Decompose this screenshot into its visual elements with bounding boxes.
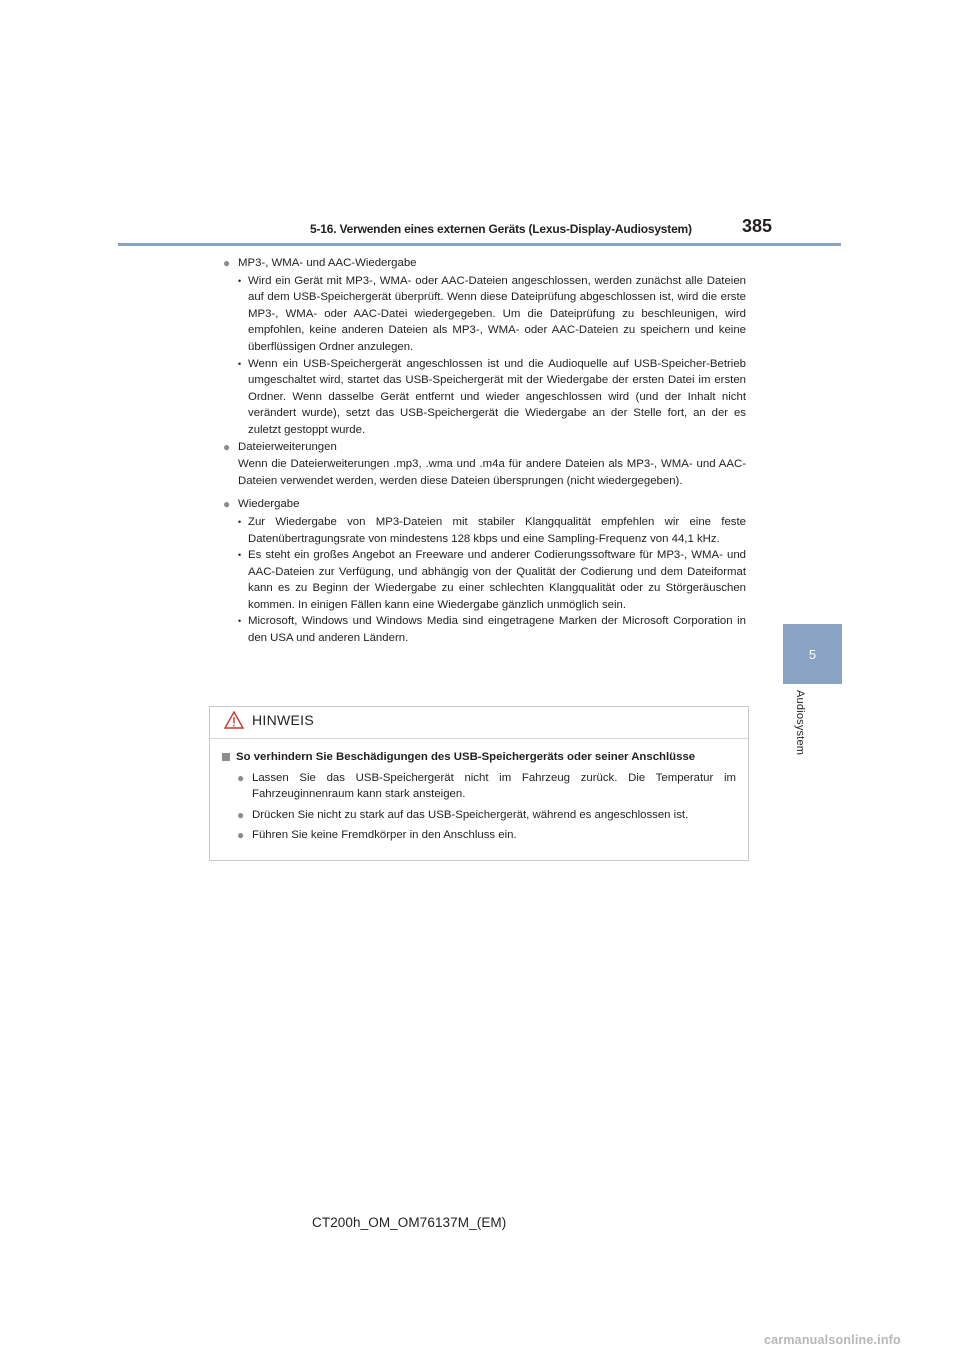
list-item: • Microsoft, Windows und Windows Media sind eingetragene Marken der Microsoft Corporation in den USA und anderen Ländern. (238, 613, 746, 646)
chapter-number: 5 (808, 646, 817, 662)
notice-subheading: So verhindern Sie Beschädigungen des USB-Speichergeräts oder seiner Anschlüsse (236, 751, 696, 763)
notice-item: Drücken Sie nicht zu stark auf das USB-Speichergerät, während es angeschlossen ist. (252, 808, 689, 821)
list-item: • Wird ein Gerät mit MP3-, WMA- oder AAC-Dateien angeschlossen, werden zunächst alle Dateien auf dem USB-Speichergerät überprüft. Wenn diese Dateiprüfung abgeschlossen ist, wird die erste MP3-, WMA- oder AAC-Datei wiedergegeben. Um die Dateiprüfung zu beschleunigen, wird empfohlen, keine anderen Dateien als MP3-, WMA- oder AAC-Dateien zu speichern und keine überflüssigen Ordner anzulegen. (238, 273, 746, 356)
bullet-square-icon (222, 753, 230, 761)
section-heading: Wiedergabe (238, 498, 300, 511)
bullet-list (238, 514, 746, 647)
bullet-circle-icon: ● (223, 256, 231, 270)
bullet-circle-icon: ● (237, 828, 245, 843)
section-playback (222, 496, 746, 646)
notice-item: Lassen Sie das USB-Speichergerät nicht im Fahrzeug zurück. Die Temperatur im Fahrzeuginnenraum kann stark ansteigen. (252, 771, 736, 801)
bullet-list (238, 273, 746, 439)
main-content (222, 255, 746, 647)
section-heading: Dateierweiterungen (238, 440, 337, 453)
notice-title: HINWEIS (252, 712, 314, 728)
paragraph: Wenn die Dateierweiterungen .mp3, .wma und .m4a für andere Dateien als MP3-, WMA- und AAC-Dateien verwendet werden, werden diese Dateien übersprungen (nicht wiedergegeben). (238, 458, 746, 487)
notice-divider (210, 738, 748, 739)
notice-item: Führen Sie keine Fremdkörper in den Anschluss ein. (252, 829, 517, 842)
section-mp3-playback (222, 255, 746, 439)
bullet-circle-icon: ● (223, 497, 231, 512)
chapter-tab (783, 624, 842, 684)
document-code: CT200h_OM_OM76137M_(EM) (312, 1215, 507, 1230)
bullet-circle-icon: ● (237, 807, 245, 822)
bullet-circle-icon: ● (237, 770, 245, 785)
header-divider (118, 243, 841, 246)
notice-box (209, 706, 749, 861)
section-title: 5-16. Verwenden eines externen Geräts (Lexus-Display-Audiosystem) (310, 222, 692, 236)
chapter-label: Audiosystem (794, 690, 806, 756)
list-item: • Wenn ein USB-Speichergerät angeschlossen ist und die Audioquelle auf USB-Speicher-Betrieb umgeschaltet wird, startet das USB-Speichergerät mit der Wiedergabe der ersten Datei im ersten Ordner. Wenn dasselbe Gerät entfernt und wieder angeschlossen wird (und der Inhalt nicht verändert wurde), setzt das USB-Speichergerät die Wiedergabe an der Stelle fort, an der es zuletzt gestoppt wurde. (238, 356, 746, 439)
page-number: 385 (742, 216, 773, 236)
watermark: carmanualsonline.info (764, 1333, 901, 1347)
list-item: • Es steht ein großes Angebot an Freeware und anderer Codierungssoftware für MP3-, WMA- und AAC-Dateien zur Verfügung, und abhängig von der Qualität der Codierung und dem Dateiformat kann es zu Beginn der Wiedergabe zu einer schlechten Klangqualität oder zu Störgeräuschen kommen. In einigen Fällen kann eine Wiedergabe gänzlich unmöglich sein. (238, 547, 746, 613)
section-heading: MP3-, WMA- und AAC-Wiedergabe (238, 257, 417, 269)
section-file-extensions (222, 439, 746, 490)
list-item: • Zur Wiedergabe von MP3-Dateien mit stabiler Klangqualität empfehlen wir eine feste Datenübertragungsrate von mindestens 128 kbps und eine Sampling-Frequenz von 44,1 kHz. (238, 514, 746, 547)
bullet-circle-icon: ● (223, 439, 231, 454)
warning-triangle-icon (224, 711, 244, 729)
